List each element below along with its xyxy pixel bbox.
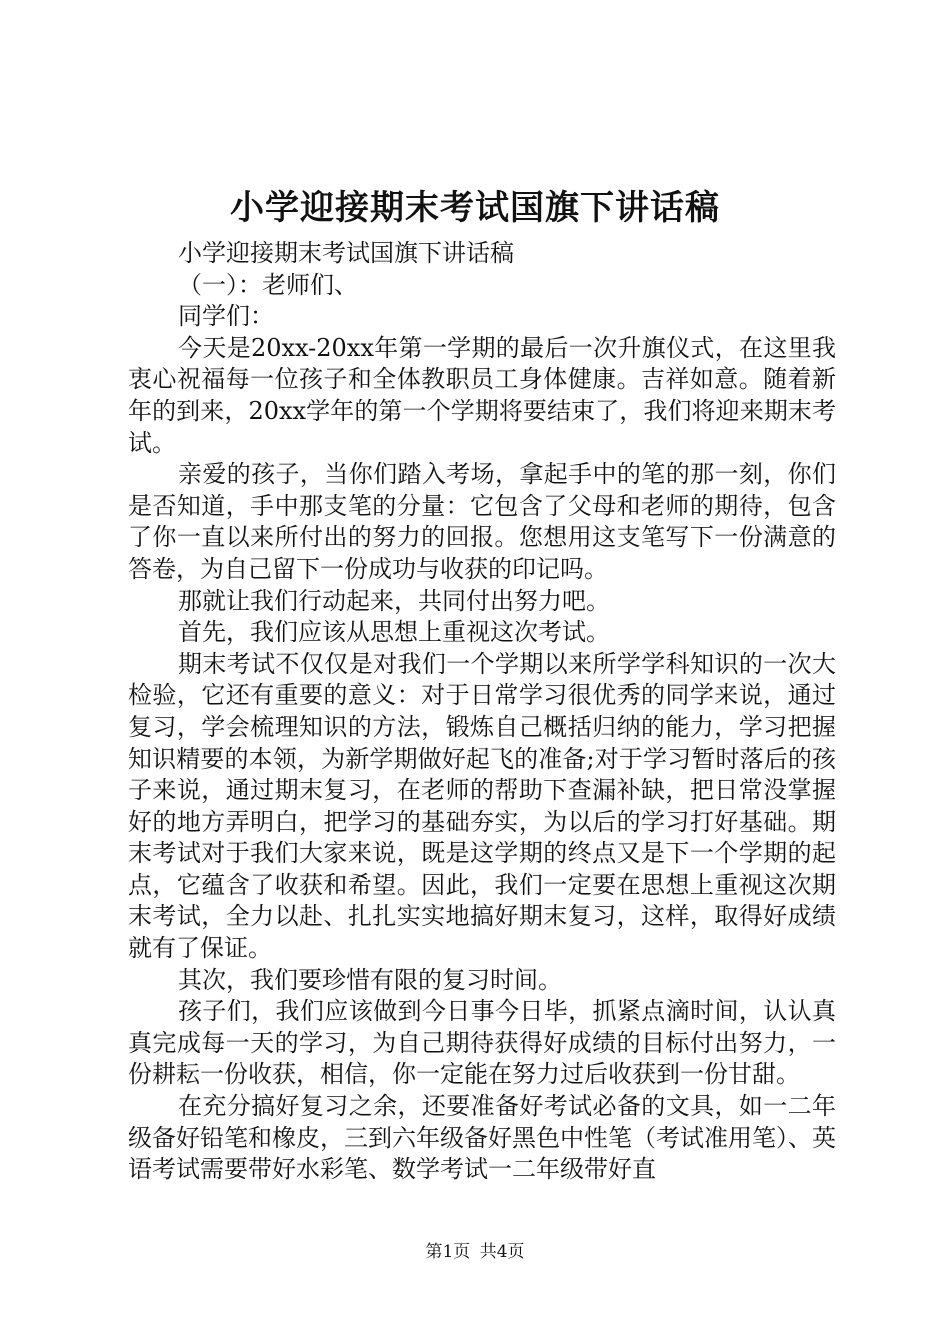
paragraph: 今天是20xx-20xx年第一学期的最后一次升旗仪式，在这里我衷心祝福每一位孩子和全体教职员工身体健康。吉祥如意。随着新年的到来，20xx学年的第一个学期将要结束了，我们将迎来期末考试。 [128,333,836,457]
document-body [128,238,836,1186]
paragraph: 孩子们，我们应该做到今日事今日毕，抓紧点滴时间，认认真真完成每一天的学习，为自己期待获得好成绩的目标付出努力，一份耕耘一份收获，相信，你一定能在努力过后收获到一份甘甜。 [128,997,836,1089]
paragraph: 小学迎接期末考试国旗下讲话稿 [178,239,514,267]
page-number: 第1页 [425,1242,471,1262]
paragraph: 那就让我们行动起来，共同付出努力吧。 [178,586,610,615]
paragraph: 首先，我们应该从思想上重视这次考试。 [178,618,610,647]
paragraph: 在充分搞好复习之余，还要准备好考试必备的文具，如一二年级备好铅笔和橡皮，三到六年级备好黑色中性笔（考试准用笔）、英语考试需要带好水彩笔、数学考试一二年级带好直 [128,1092,836,1184]
paragraph: （一）：老师们、 [178,270,358,299]
paragraph: 同学们： [178,302,274,331]
document-title: 小学迎接期末考试国旗下讲话稿 [230,188,720,228]
paragraph: 其次，我们要珍惜有限的复习时间。 [178,965,562,994]
paragraph: 期末考试不仅仅是对我们一个学期以来所学学科知识的一次大检验，它还有重要的意义：对于日常学习很优秀的同学来说，通过复习，学会梳理知识的方法，锻炼自己概括归纳的能力，学习把握知识精要的本领，为新学期做好起飞的准备;对于学习暂时落后的孩子来说，通过期末复习，在老师的帮助下查漏补缺，把日常没掌握好的地方弄明白，把学习的基础夯实，为以后的学习打好基础。期末考试对于我们大家来说，既是这学期的终点又是下一个学期的起点，它蕴含了收获和希望。因此，我们一定要在思想上重视这次期末考试，全力以赴、扎扎实实地搞好期末复习，这样，取得好成绩就有了保证。 [128,649,836,963]
paragraph: 亲爱的孩子，当你们踏入考场，拿起手中的笔的那一刻，你们是否知道，手中那支笔的分量：它包含了父母和老师的期待，包含了你一直以来所付出的努力的回报。您想用这支笔写下一份满意的答卷，为自己留下一份成功与收获的印记吗。 [128,460,836,583]
page-total: 共4页 [479,1242,525,1262]
page-footer [0,1240,950,1264]
